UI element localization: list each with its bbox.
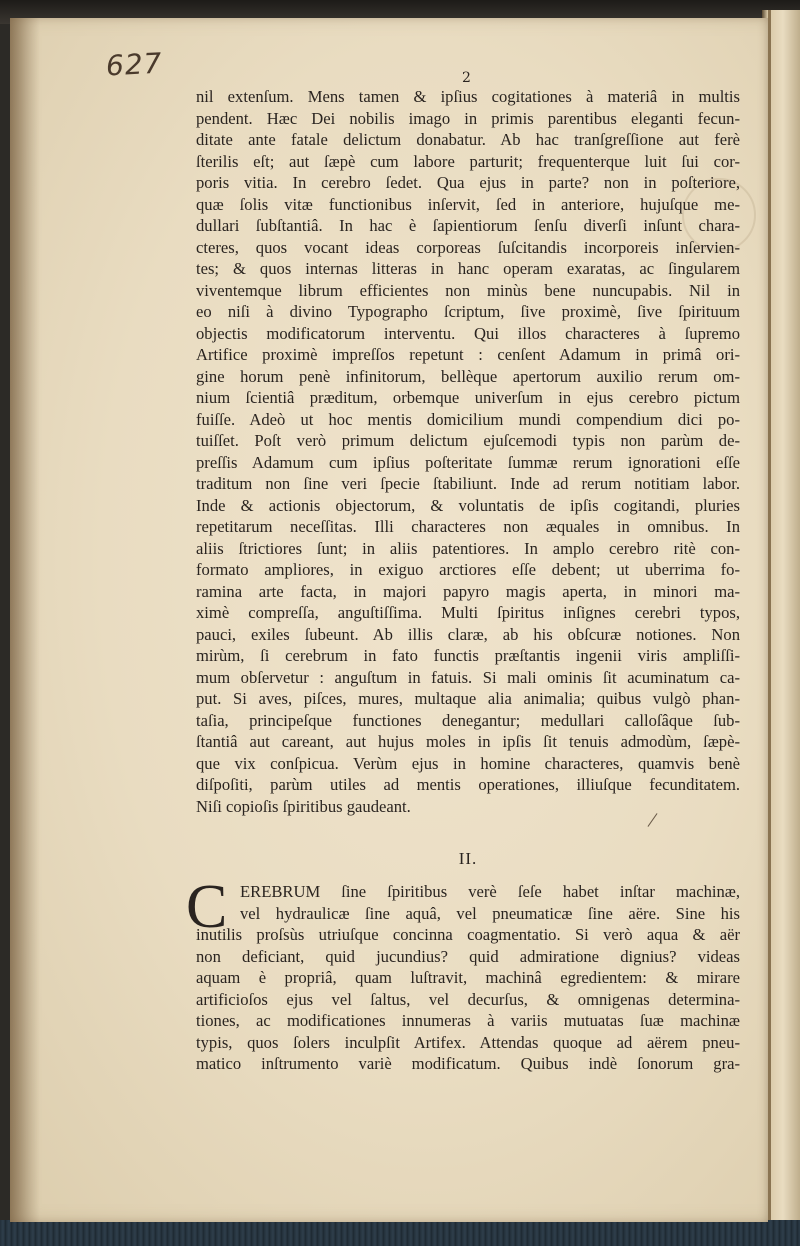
text-line: objectis modificatorum interventu. Qui illos characteres à ſupremo [196, 323, 740, 343]
page-text [186, 86, 740, 1075]
text-line: ramina arte facta, in majori papyro magis aperta, in minori ma- [196, 581, 740, 601]
text-line: poris vitia. In cerebro ſedet. Qua ejus in parte? non in poſteriore, [196, 173, 740, 192]
text-line: aliis ſtrictiores ſunt; in aliis patentiores. In amplo cerebro ritè con- [196, 538, 740, 558]
text-line: Artifice proximè impreſſos repetunt : cenſent Adamum in primâ ori- [196, 345, 740, 364]
text-line: gine horum penè infinitorum, bellèque apertorum auxilio rerum om- [196, 366, 740, 386]
text-line: ſterilis eſt; aut ſæpè cum labore parturit; frequenterque luit ſui cor- [196, 151, 740, 171]
text-line: Inde & actionis objectorum, & voluntatis de ipſis cogitandi, pluries [196, 495, 740, 515]
text-line: dullari ſubſtantiâ. In hac è ſapientiorum ſenſu diverſi inſunt chara- [196, 216, 740, 235]
paragraph-1 [196, 86, 740, 817]
page-edge-line [768, 10, 771, 1246]
text-line: ximè compreſſa, anguſtiſſima. Multi ſpiritus inſignes cerebri typos, [196, 603, 740, 622]
drop-cap: C [186, 873, 228, 941]
text-line: diſpoſiti, parùm utiles ad mentis operationes, illiuſque fecunditatem. [196, 775, 740, 794]
text-line: EREBRUM ſine ſpiritibus verè ſeſe habet inſtar machinæ, [240, 882, 740, 901]
text-line: formato ampliores, in exiguo arctiores eſſe debent; ut uberrima fo- [196, 560, 740, 579]
page-number: 2 [462, 70, 471, 86]
text-line: nil extenſum. Mens tamen & ipſius cogitationes à materiâ in multis [196, 87, 740, 106]
text-line: artificioſos ejus vel ſaltus, vel decurſus, & omnigenas determina- [196, 989, 740, 1009]
text-line: matico inſtrumento variè modificatum. Quibus indè ſonorum gra- [196, 1054, 740, 1073]
text-line: fuiſſe. Adeò ut hoc mentis domicilium mundi compendium dici po- [196, 409, 740, 429]
text-line: cteres, quos vocant ideas corporeas ſuſcitandis incorporeis inſervien- [196, 237, 740, 257]
text-line: mum obſervetur : anguſtum in fatuis. Si mali ominis ſit acuminatum ca- [196, 667, 740, 687]
text-line: typis, quos ſolers inculpſit Artifex. Attendas quoque ad aërem pneu- [196, 1032, 740, 1052]
text-line: aquam è propriâ, quam luſtravit, machinâ egredientem: & mirare [196, 968, 740, 987]
book-cloth-bottom [0, 1220, 800, 1246]
text-line: ditate ante fatale delictum donabatur. Ab hac tranſgreſſione aut ferè [196, 130, 740, 149]
text-line: vel hydraulicæ ſine aquâ, vel pneumaticæ ſine aëre. Sine his [240, 903, 740, 923]
text-line: tiones, ac modificationes innumeras à variis mutuatas ſuæ machinæ [196, 1011, 740, 1030]
text-line: traditum non ſine veri ſpecie ſtabiliunt. Inde ad rerum notitiam labor. [196, 474, 740, 493]
text-line: preſſis Adamum cum ipſius poſteritate ſummæ rerum ignorationi eſſe [196, 452, 740, 472]
text-line: put. Si aves, piſces, mures, multaque alia animalia; quibus vulgò phan- [196, 689, 740, 708]
text-line: pendent. Hæc Dei nobilis imago in primis parentibus eleganti fecun- [196, 108, 740, 128]
text-line: mirùm, ſi cerebrum in fato functis præſtantis ingenii viris ampliſſi- [196, 646, 740, 665]
text-line: eo niſi à divino Typographo ſcriptum, ſive proximè, ſive ſpirituum [196, 302, 740, 321]
text-line: nium ſcientiâ præditum, orbemque univerſum in ejus cerebro pictum [196, 388, 740, 407]
text-line: ſtantiâ aut careant, aut hujus moles in ipſis ſit tenuis admodùm, ſæpè- [196, 732, 740, 751]
text-line: inutilis proſsùs utriuſque concinna coagmentatio. Si verò aqua & aër [196, 925, 740, 944]
text-line: tuiſſet. Poſt verò primum delictum ejuſcemodi typis non parùm de- [196, 431, 740, 450]
text-line: pauci, exiles ſubeunt. Ab illis claræ, ab his obſcuræ notiones. Non [196, 624, 740, 644]
text-line: repetitarum neceſſitas. Illi characteres non æquales in omnibus. In [196, 517, 740, 536]
text-line: viventemque librum efficientes non minùs bene nuncupabis. Nil in [196, 280, 740, 300]
handwritten-note: 627 [105, 46, 164, 83]
text-line: quæ ſolis vitæ functionibus inſervit, ſed in anteriore, hujuſque me- [196, 194, 740, 214]
gutter-shadow [10, 18, 40, 1222]
paragraph-2 [186, 873, 740, 1075]
text-line: que vix conſpicua. Verùm ejus in homine characteres, quamvis benè [196, 753, 740, 773]
text-line: non deficiant, quid jucundius? quid admiratione dignius? videas [196, 946, 740, 966]
text-line: tes; & quos internas litteras in hanc operam exaratas, ac ſingularem [196, 259, 740, 278]
text-line: Niſi copioſis ſpiritibus gaudeant. [196, 796, 411, 816]
text-line: taſia, principeſque functiones denegantur; medullari calloſâque ſub- [196, 710, 740, 730]
section-number: II. [458, 849, 478, 868]
